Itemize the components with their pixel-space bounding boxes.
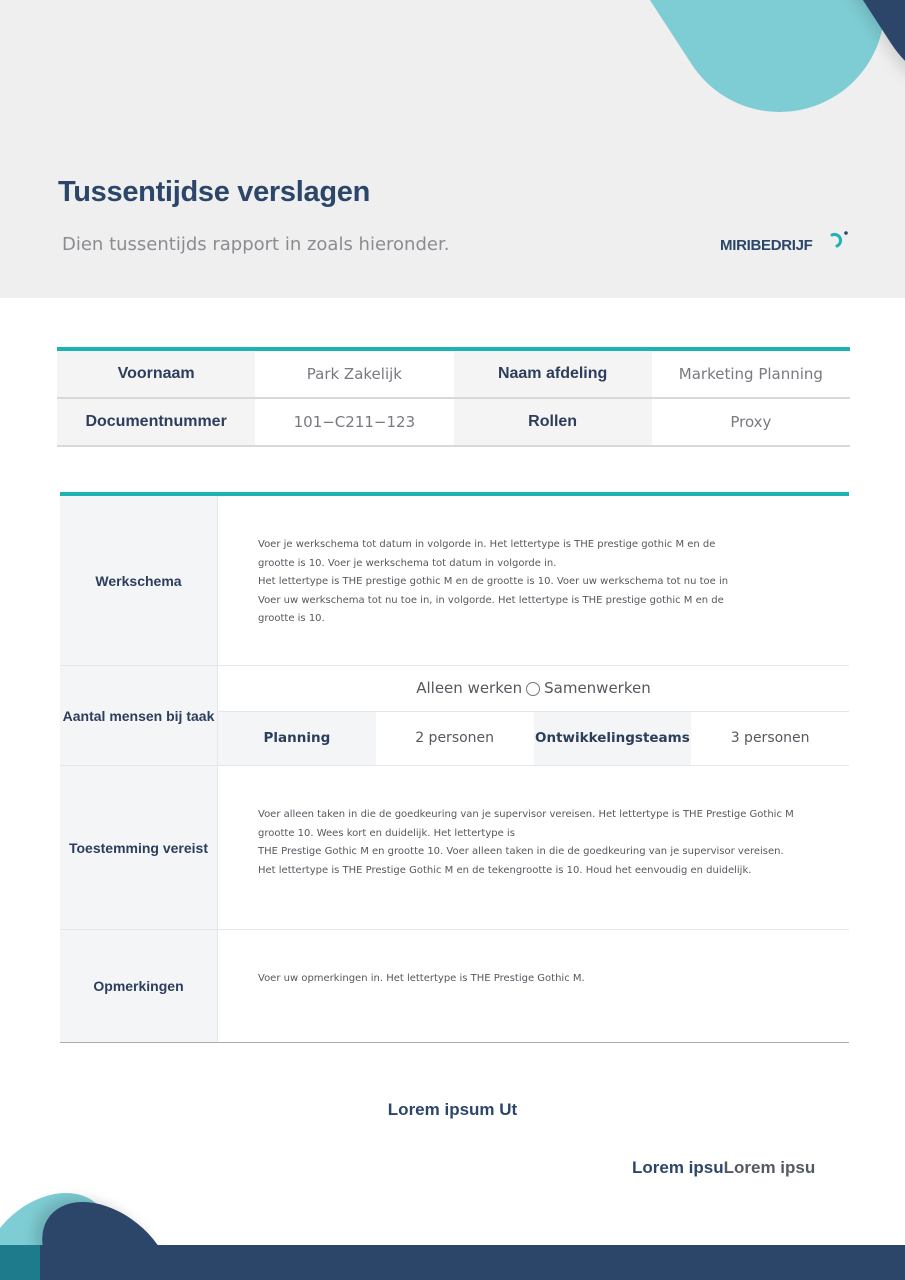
text-line: Voer je werkschema tot datum in volgorde in. Het lettertype is THE prestige gothic M en de [258,539,716,550]
people-per-task-content [218,666,849,765]
footer-text-bold: Lorem ipsu [632,1158,724,1177]
text-line: grootte is 10. Voer je werkschema tot datum in volgorde in. [258,557,557,569]
field-label: Documentnummer [57,399,255,445]
team-size-value[interactable]: 3 personen [730,730,810,747]
work-mode-option-alone[interactable]: Alleen werken [416,679,523,698]
department-value[interactable]: Marketing Planning [652,351,850,397]
field-label: Rollen [454,399,652,445]
text-line: Het lettertype is THE prestige gothic M en de grootte is 10. Voer uw werkschema tot nu toe in [258,576,729,587]
footer-bar [0,1245,905,1280]
field-label: Naam afdeling [454,351,652,397]
info-row [57,399,850,447]
text-line: Voer alleen taken in die de goedkeuring van je supervisor vereisen. Het lettertype is THE Prestige Gothic M [258,809,794,820]
info-row [57,351,850,399]
row-label: Werkschema [60,496,218,665]
footer-text-2 [632,1158,815,1178]
text-line: grootte is 10. [258,613,325,624]
remarks-row [60,930,849,1043]
document-number-value[interactable]: 101−C211−123 [255,399,453,445]
decorative-teal-shape [520,0,905,152]
field-label: Voornaam [57,351,255,397]
first-name-value[interactable]: Park Zakelijk [255,351,453,397]
report-table [60,492,849,1043]
page-title: Tussentijdse verslagen [58,176,370,208]
text-line: Voer uw werkschema tot nu toe in, in volgorde. Het lettertype is THE prestige gothic M en de [258,594,724,606]
remarks-text[interactable]: Voer uw opmerkingen in. Het lettertype is THE Prestige Gothic M. [258,973,585,984]
team-label: Planning [218,712,376,765]
work-schedule-row [60,496,849,666]
work-mode-option-together[interactable]: Samenwerken [544,679,651,698]
roles-value[interactable]: Proxy [652,399,850,445]
footer-text-1: Lorem ipsum Ut [387,1100,518,1119]
team-sizes [218,712,849,765]
text-line: THE Prestige Gothic M en grootte 10. Voer alleen taken in die de goedkeuring van je supervisor vereisen. [258,846,784,857]
work-schedule-text[interactable] [218,496,849,665]
team-label: Ontwikkelingsteams [534,712,692,765]
radio-button-icon[interactable] [526,682,540,696]
people-per-task-row [60,666,849,766]
work-mode-selector [218,666,849,712]
decorative-teal-overlap [0,1245,40,1280]
text-line: grootte 10. Wees kort en duidelijk. Het lettertype is [258,827,515,839]
text-line: Het lettertype is THE Prestige Gothic M en de tekengrootte is 10. Houd het eenvoudig en duidelijk. [258,864,752,876]
footer-text-alt: Lorem ipsu [723,1158,816,1177]
row-label: Opmerkingen [60,930,218,1042]
team-size-value[interactable]: 2 personen [415,730,495,747]
info-table [57,347,850,447]
approval-required-row [60,766,849,930]
company-logo-text: MIRIBEDRIJF [720,237,813,254]
row-label: Toestemming vereist [60,766,218,929]
row-label: Aantal mensen bij taak [60,666,218,765]
page-subtitle: Dien tussentijds rapport in zoals hieronder. [62,234,450,255]
approval-required-text[interactable] [218,766,849,929]
brand-mark-icon [829,229,849,249]
header-banner [0,0,905,298]
